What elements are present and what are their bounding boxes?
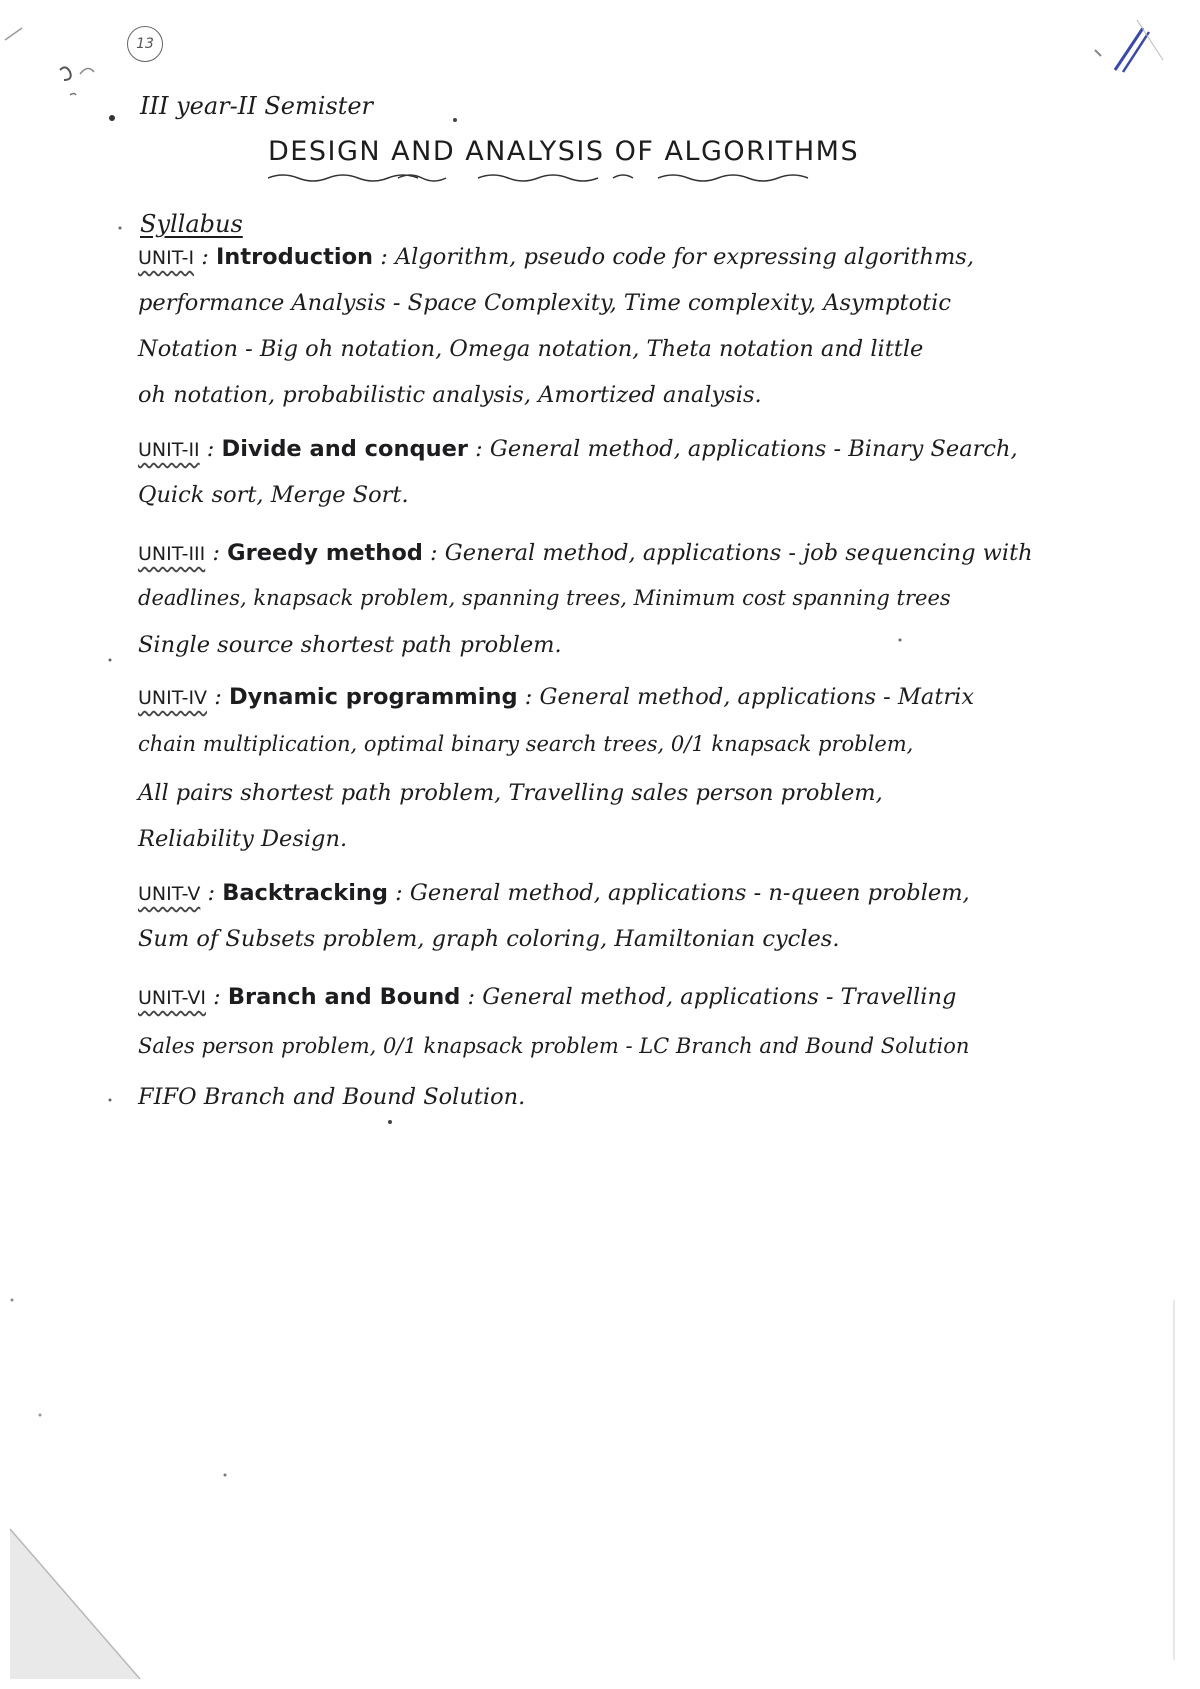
- unit-1-heading-line: UNIT-I : Introduction : Algorithm, pseudo code for expressing algorithms,: [138, 244, 975, 270]
- unit-6-line-2: Sales person problem, 0/1 knapsack problem - LC Branch and Bound Solution: [138, 1034, 970, 1058]
- unit-5-line-1: General method, applications - n-queen problem,: [409, 880, 970, 906]
- syllabus-label: Syllabus: [140, 210, 243, 238]
- unit-1-line-2: performance Analysis - Space Complexity, Time complexity, Asymptotic: [138, 290, 951, 316]
- unit-1-label: UNIT-I: [138, 247, 195, 269]
- unit-6-line-1: General method, applications - Travelling: [482, 984, 957, 1010]
- unit-3-label: UNIT-III: [138, 543, 206, 565]
- unit-3-heading-line: UNIT-III : Greedy method : General method, applications - job sequencing with: [138, 540, 1033, 566]
- unit-4-line-2: chain multiplication, optimal binary search trees, 0/1 knapsack problem,: [138, 732, 914, 756]
- unit-4-heading-line: UNIT-IV : Dynamic programming : General method, applications - Matrix: [138, 684, 975, 710]
- unit-5-line-2: Sum of Subsets problem, graph coloring, Hamiltonian cycles.: [138, 926, 840, 952]
- scan-marks-top-left: [0, 0, 140, 130]
- title-underline: [268, 172, 828, 186]
- unit-6-topic: Branch and Bound: [227, 984, 461, 1010]
- scan-shadow-bottom-left: [0, 1509, 160, 1689]
- scan-edge-right: [1170, 0, 1180, 1689]
- unit-5-heading-line: UNIT-V : Backtracking : General method, applications - n-queen problem,: [138, 880, 970, 906]
- unit-1-line-1: Algorithm, pseudo code for expressing algorithms,: [394, 244, 975, 270]
- unit-2-label: UNIT-II: [138, 439, 200, 461]
- unit-6-line-3: FIFO Branch and Bound Solution.: [138, 1084, 526, 1110]
- unit-2-heading-line: UNIT-II : Divide and conquer : General method, applications - Binary Search,: [138, 436, 1018, 462]
- unit-3-line-1: General method, applications - job sequencing with: [444, 540, 1033, 566]
- page-number-circle: 13: [127, 26, 163, 62]
- pen-mark-icon: [1085, 10, 1165, 100]
- unit-4-line-4: Reliability Design.: [138, 826, 348, 852]
- unit-5-topic: Backtracking: [222, 880, 389, 906]
- unit-4-line-3: All pairs shortest path problem, Travelling sales person problem,: [138, 780, 883, 806]
- unit-1-line-3: Notation - Big oh notation, Omega notation, Theta notation and little: [138, 336, 924, 362]
- unit-6-label: UNIT-VI: [138, 987, 206, 1009]
- unit-2-topic: Divide and conquer: [221, 436, 468, 462]
- semester-header: III year-II Semister: [140, 92, 374, 120]
- unit-5-label: UNIT-V: [138, 883, 201, 905]
- unit-3-line-2: deadlines, knapsack problem, spanning trees, Minimum cost spanning trees: [138, 586, 951, 610]
- unit-4-line-1: General method, applications - Matrix: [539, 684, 975, 710]
- document-title: DESIGN AND ANALYSIS OF ALGORITHMS: [268, 136, 860, 167]
- unit-4-topic: Dynamic programming: [228, 684, 518, 710]
- unit-2-line-1: General method, applications - Binary Search,: [489, 436, 1018, 462]
- unit-3-topic: Greedy method: [227, 540, 423, 566]
- unit-1-line-4: oh notation, probabilistic analysis, Amortized analysis.: [138, 382, 762, 408]
- unit-4-label: UNIT-IV: [138, 687, 208, 709]
- unit-1-topic: Introduction: [215, 244, 374, 270]
- unit-6-heading-line: UNIT-VI : Branch and Bound : General method, applications - Travelling: [138, 984, 957, 1010]
- unit-3-line-3: Single source shortest path problem.: [138, 632, 562, 658]
- unit-2-line-2: Quick sort, Merge Sort.: [138, 482, 409, 508]
